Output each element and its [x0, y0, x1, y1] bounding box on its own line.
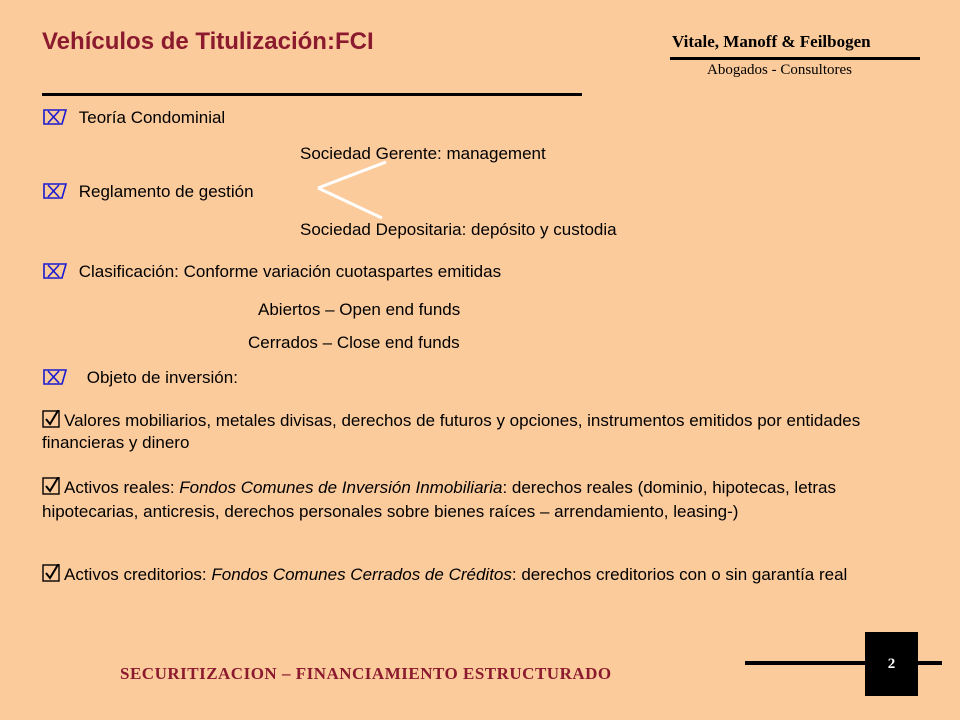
- bullet-reglamento: [42, 182, 254, 202]
- item-text-rest: : derechos reales (dominio, hipotecas, letras hipotecarias, anticresis, derechos personales sobre bienes raíces – arrendamiento, leasing-): [42, 478, 836, 521]
- bullet-label: Reglamento de gestión: [78, 182, 254, 201]
- footer-divider: [918, 661, 942, 665]
- checkbox-icon: [42, 410, 60, 428]
- item-text-rest: : derechos creditorios con o sin garantía real: [511, 565, 848, 584]
- x-box-icon: [42, 182, 68, 200]
- bullet-teoria: [42, 108, 225, 128]
- bullet-label: Teoría Condominial: [78, 108, 226, 127]
- slide-title: Vehículos de Titulización:FCI: [42, 28, 374, 55]
- bullet-clasificacion: [42, 262, 501, 282]
- title-divider: [42, 93, 582, 96]
- item-italic: Fondos Comunes Cerrados de Créditos: [211, 565, 512, 584]
- x-box-icon: [42, 262, 68, 280]
- bullet-objeto: [42, 368, 238, 388]
- sociedad-depositaria: Sociedad Depositaria: depósito y custodia: [300, 220, 617, 239]
- investment-item: [42, 564, 882, 586]
- fondos-abiertos: Abiertos – Open end funds: [258, 300, 461, 319]
- item-text: Activos creditorios:: [64, 565, 212, 584]
- x-box-icon: [42, 368, 68, 386]
- item-text: Activos reales:: [64, 478, 180, 497]
- page-number: 2: [865, 632, 918, 696]
- item-italic: Fondos Comunes de Inversión Inmobiliaria: [179, 478, 503, 497]
- item-text: Valores mobiliarios, metales divisas, derechos de futuros y opciones, instrumentos emitidos por entidades financieras y dinero: [42, 411, 861, 452]
- checkbox-icon: [42, 564, 60, 582]
- fondos-cerrados: Cerrados – Close end funds: [248, 333, 460, 352]
- checkbox-icon: [42, 477, 60, 495]
- footer-text: SECURITIZACION – FINANCIAMIENTO ESTRUCTURADO: [120, 664, 612, 683]
- branch-connector: [310, 158, 390, 220]
- x-box-icon: [42, 108, 68, 126]
- investment-item: [42, 476, 882, 524]
- sociedad-gerente: Sociedad Gerente: management: [300, 144, 546, 163]
- footer-divider: [745, 661, 865, 665]
- bullet-label: Clasificación: Conforme variación cuotaspartes emitidas: [78, 262, 502, 281]
- firm-divider: [670, 57, 920, 60]
- investment-item: [42, 410, 882, 454]
- firm-subtitle: Abogados - Consultores: [707, 62, 852, 78]
- firm-name: Vitale, Manoff & Feilbogen: [672, 32, 871, 51]
- bullet-label: Objeto de inversión:: [86, 368, 238, 387]
